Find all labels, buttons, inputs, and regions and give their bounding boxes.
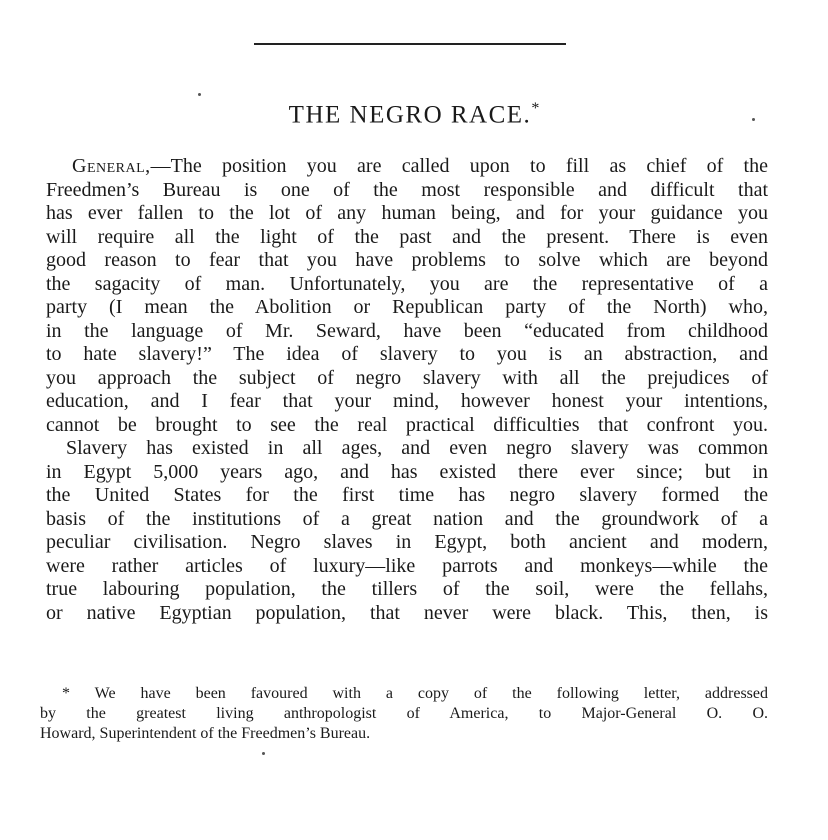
footnote-line: * We have been favoured with a copy of the following letter, addressed bbox=[62, 685, 768, 702]
text-line: the United States for the first time has negro slavery formed the bbox=[46, 484, 768, 506]
text-line: will require all the light of the past and the present. There is even bbox=[46, 225, 768, 248]
text-line: Slavery has existed in all ages, and even negro slavery was common bbox=[66, 437, 768, 459]
speck bbox=[198, 93, 201, 96]
footnote-mark: * bbox=[62, 685, 70, 702]
footnote bbox=[40, 684, 768, 744]
title-text: THE NEGRO RACE. bbox=[288, 101, 532, 129]
text-line: in Egypt 5,000 years ago, and has existed there ever since; but in bbox=[46, 460, 768, 483]
text-line: has ever fallen to the lot of any human being, and for your guidance you bbox=[46, 202, 768, 224]
text-line: the sagacity of man. Unfortunately, you are the representative of a bbox=[46, 272, 768, 295]
footnote-line: Howard, Superintendent of the Freedmen’s Bureau. bbox=[40, 725, 371, 742]
text-line: basis of the institutions of a great nation and the groundwork of a bbox=[46, 507, 768, 530]
salutation: General, bbox=[72, 155, 151, 177]
text-line: education, and I fear that your mind, however honest your intentions, bbox=[46, 390, 768, 412]
text-line: party (I mean the Abolition or Republican party of the North) who, bbox=[46, 296, 768, 318]
title-footnote-mark: * bbox=[531, 100, 540, 117]
footnote-line: by the greatest living anthropologist of America, to Major-General O. O. bbox=[40, 705, 768, 722]
speck bbox=[262, 752, 265, 755]
text-line: true labouring population, the tillers of the soil, were the fellahs, bbox=[46, 578, 768, 600]
text-line: peculiar civilisation. Negro slaves in Egypt, both ancient and modern, bbox=[46, 531, 768, 553]
text-line: were rather articles of luxury—like parrots and monkeys—while the bbox=[46, 554, 768, 577]
text-line: cannot be brought to see the real practical difficulties that confront you. bbox=[46, 413, 768, 436]
text-line: good reason to fear that you have problems to solve which are beyond bbox=[46, 249, 768, 271]
page-title bbox=[0, 100, 828, 129]
text-line: Freedmen’s Bureau is one of the most responsible and difficult that bbox=[46, 178, 768, 201]
text-line: to hate slavery!” The idea of slavery to you is an abstraction, and bbox=[46, 343, 768, 365]
text-line: in the language of Mr. Seward, have been “educated from childhood bbox=[46, 319, 768, 342]
top-rule bbox=[254, 43, 566, 45]
paragraph-2 bbox=[46, 437, 768, 625]
text-line: or native Egyptian population, that never were black. This, then, is bbox=[46, 601, 768, 624]
paragraph-1 bbox=[46, 155, 768, 437]
text-line: General,—The position you are called upon to fill as chief of the bbox=[72, 155, 768, 177]
text-line: you approach the subject of negro slavery with all the prejudices of bbox=[46, 366, 768, 389]
letter-body bbox=[46, 155, 768, 625]
